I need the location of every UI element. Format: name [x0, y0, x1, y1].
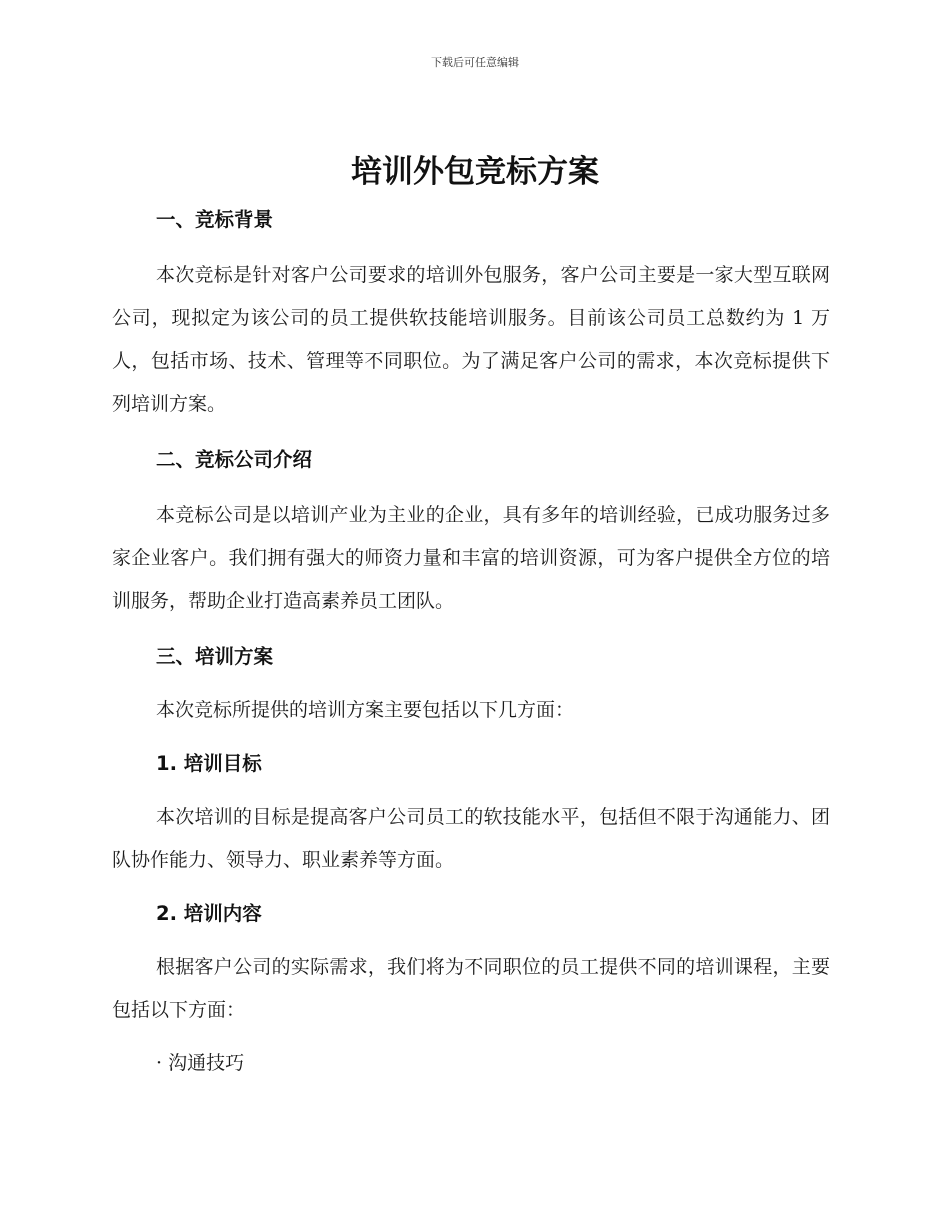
bullet-item-communication-skills: · 沟通技巧 — [156, 1052, 245, 1074]
section-heading-training-plan: 三、培训方案 — [156, 645, 274, 668]
document-body — [112, 200, 830, 1085]
paragraph-training-goals: 本次培训的目标是提高客户公司员工的软技能水平，包括但不限于沟通能力、团队协作能力、领导力、职业素养等方面。 — [112, 806, 830, 871]
subsection-heading-training-goals: 1. 培训目标 — [156, 752, 262, 775]
paragraph-company-intro: 本竞标公司是以培训产业为主业的企业，具有多年的培训经验，已成功服务过多家企业客户。我们拥有强大的师资力量和丰富的培训资源，可为客户提供全方位的培训服务，帮助企业打造高素养员工团队。 — [112, 504, 830, 612]
paragraph-training-plan-intro: 本次竞标所提供的培训方案主要包括以下几方面： — [156, 699, 575, 721]
subsection-heading-training-content: 2. 培训内容 — [156, 902, 262, 925]
section-heading-background: 一、竞标背景 — [156, 208, 274, 231]
section-heading-company-intro: 二、竞标公司介绍 — [156, 448, 313, 471]
paragraph-training-content: 根据客户公司的实际需求，我们将为不同职位的员工提供不同的培训课程，主要包括以下方面： — [112, 956, 830, 1021]
document-title: 培训外包竞标方案 — [351, 154, 599, 190]
page-header-note: 下载后可任意编辑 — [431, 56, 519, 69]
paragraph-background: 本次竞标是针对客户公司要求的培训外包服务，客户公司主要是一家大型互联网公司，现拟定为该公司的员工提供软技能培训服务。目前该公司员工总数约为 1 万人，包括市场、技术、管理等不同职位。为了满足客户公司的需求，本次竞标提供下列培训方案。 — [112, 264, 830, 415]
